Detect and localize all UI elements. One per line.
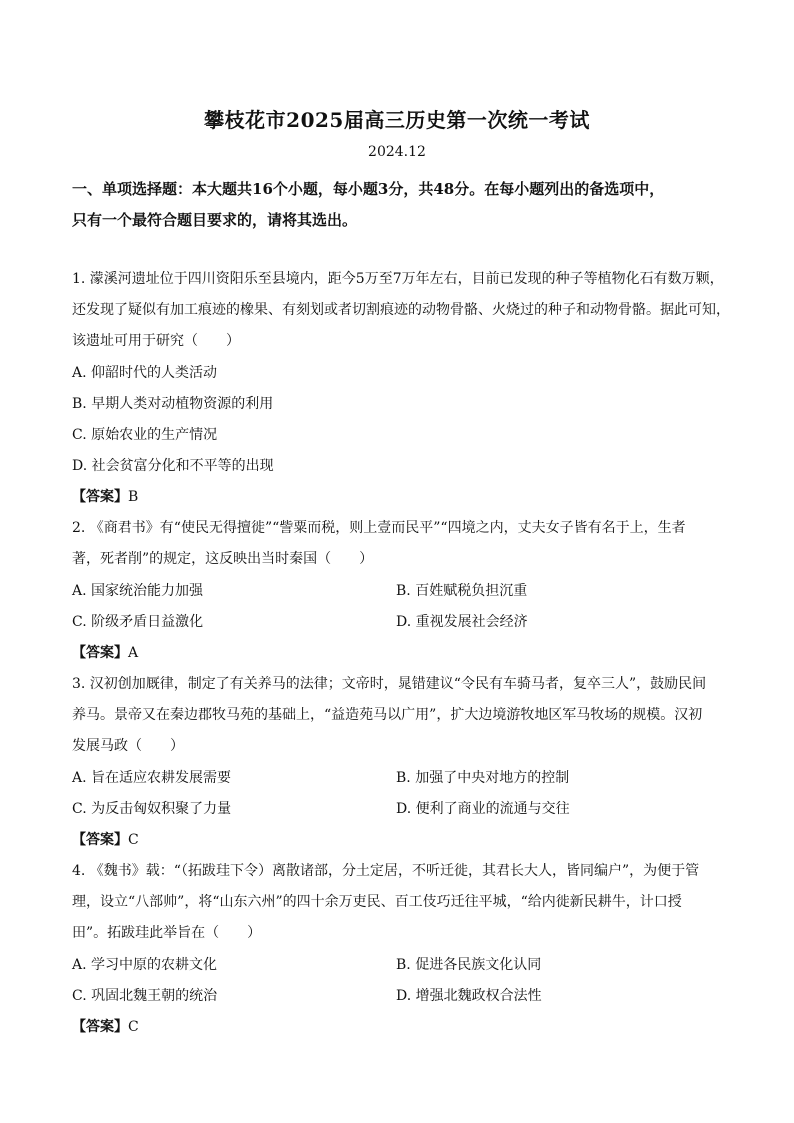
option-d: D. 社会贫富分化和不平等的出现 xyxy=(72,458,274,474)
exam-title: 攀枝花市2025届高三历史第一次统一考试 xyxy=(204,108,590,132)
option-d: D. 便利了商业的流通与交往 xyxy=(396,801,570,817)
answer-label: 【答案】 xyxy=(72,489,128,505)
option-a: A. 仰韶时代的人类活动 xyxy=(72,365,218,381)
question-line: 4. 《魏书》载：“（拓跋珪下令）离散诸部，分土定居，不听迁徙，其君长大人，皆同编户”，为便于管 xyxy=(72,863,700,879)
section-line: 一、单项选择题：本大题共16个小题，每小题3分，共48分。在每小题列出的备选项中， xyxy=(72,180,665,198)
option-d: D. 重视发展社会经济 xyxy=(396,614,528,630)
question-line: 著，死者削”的规定，这反映出当时秦国（ ） xyxy=(72,551,374,567)
answer-value: A xyxy=(128,645,139,661)
section-instructions xyxy=(72,174,732,236)
option-d: D. 增强北魏政权合法性 xyxy=(396,988,542,1004)
question-line: 还发现了疑似有加工痕迹的橡果、有刻划或者切割痕迹的动物骨骼、火烧过的种子和动物骨骼。据此可知， xyxy=(72,302,730,318)
option-c: C. 巩固北魏王朝的统治 xyxy=(72,988,218,1004)
option-a: A. 旨在适应农耕发展需要 xyxy=(72,770,232,786)
answer-value: B xyxy=(128,489,139,505)
question-line: 发展马政（ ） xyxy=(72,738,184,754)
option-c: C. 原始农业的生产情况 xyxy=(72,427,218,443)
option-b: B. 加强了中央对地方的控制 xyxy=(396,770,570,786)
question-line: 田”。拓跋珪此举旨在（ ） xyxy=(72,925,262,941)
answer-line xyxy=(72,486,138,506)
answer-line xyxy=(72,829,139,849)
exam-date: 2024.12 xyxy=(368,144,426,160)
question-line: 理，设立“八部帅”，将“山东六州”的四十余万吏民、百工伎巧迁往平城，“给内徙新民耕牛，计口授 xyxy=(72,894,682,910)
question-line: 该遗址可用于研究（ ） xyxy=(72,333,240,349)
option-a: A. 学习中原的农耕文化 xyxy=(72,957,218,973)
answer-line xyxy=(72,642,138,662)
answer-value: C xyxy=(128,832,139,848)
question-line: 1. 濛溪河遗址位于四川资阳乐至县境内，距今5万至7万年左右，目前已发现的种子等植物化石有数万颗， xyxy=(72,271,724,287)
option-b: B. 早期人类对动植物资源的利用 xyxy=(72,396,274,412)
answer-value: C xyxy=(128,1019,139,1035)
option-a: A. 国家统治能力加强 xyxy=(72,583,204,599)
section-line: 只有一个最符合题目要求的，请将其选出。 xyxy=(72,211,358,229)
question-line: 养马。景帝又在秦边郡牧马苑的基础上，“益造苑马以广用”，扩大边境游牧地区军马牧场的规模。汉初 xyxy=(72,707,703,723)
answer-line xyxy=(72,1016,139,1036)
option-b: B. 百姓赋税负担沉重 xyxy=(396,583,528,599)
answer-label: 【答案】 xyxy=(72,832,128,848)
option-b: B. 促进各民族文化认同 xyxy=(396,957,542,973)
answer-label: 【答案】 xyxy=(72,1019,128,1035)
question-line: 3. 汉初创加厩律，制定了有关养马的法律；文帝时，晁错建议“令民有车骑马者，复卒三人”，鼓励民间 xyxy=(72,676,707,692)
answer-label: 【答案】 xyxy=(72,645,128,661)
question-line: 2. 《商君书》有“使民无得擅徙”“訾粟而税，则上壹而民平”“四境之内，丈夫女子皆有名于上，生者 xyxy=(72,520,686,536)
option-c: C. 为反击匈奴积聚了力量 xyxy=(72,801,232,817)
option-c: C. 阶级矛盾日益激化 xyxy=(72,614,204,630)
